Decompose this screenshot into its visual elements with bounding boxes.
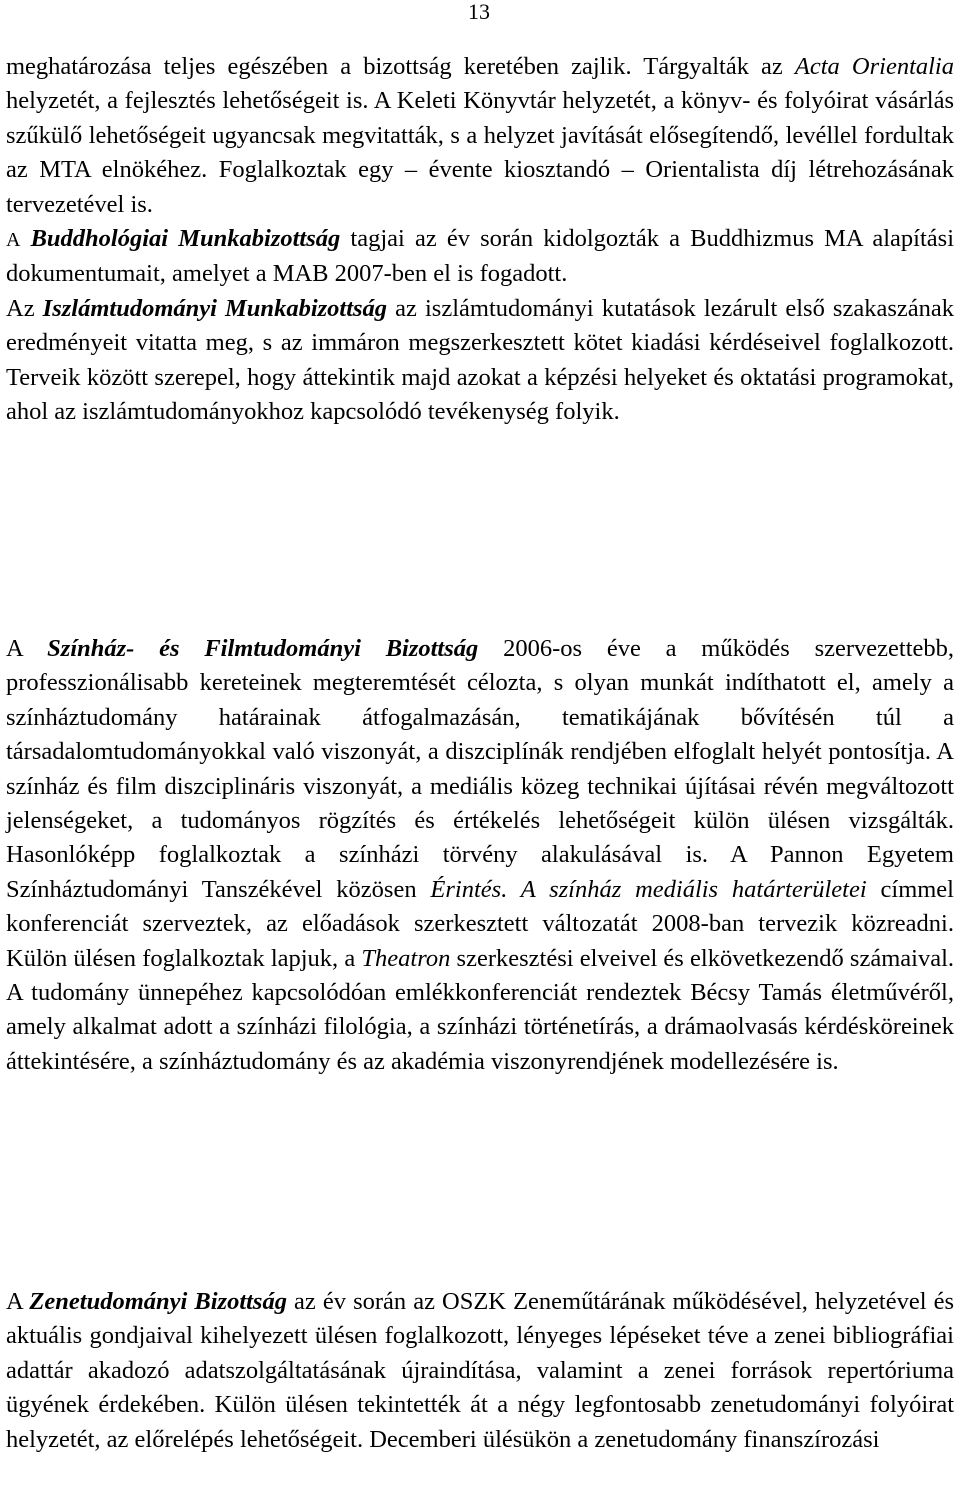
text-run: az iszlámtudományi kutatások lezárult első szakaszának eredményeit vitatta meg, s az immáron megszerkesztett kötet kiadási kérdéseivel foglalkozott. Terveik között szerepel, hogy áttekintik majd azokat a képzési helyeket és oktatási programokat, ahol az iszlámtudományokhoz kapcsolódó tevékenység folyik. xyxy=(6,294,954,426)
page-number: 13 xyxy=(468,0,490,24)
text-run: szerkesztési elveivel és elkövetkezendő számaival. A tudomány ünnepéhez kapcsolódóan emlékkonferenciát rendeztek Bécsy Tamás életművéről, amely alkalmat adott a színházi filológia, a színházi történetírás, a drámaolvasás kérdésköreinek áttekintésére, a színháztudomány és az akadémia viszonyrendjének modellezésére is. xyxy=(6,944,955,1075)
paragraph-buddhology xyxy=(6,222,954,292)
text-block-theatre-film xyxy=(6,632,954,1079)
text-run: helyzetét, a fejlesztés lehetőségeit is. A Keleti Könyvtár helyzetét, a könyv- és folyóirat vásárlás szűkülő lehetőségeit ugyancsak megvitatták, s a helyzet javítását elősegítendő, levéllel fordultak az MTA elnökéhez. Foglalkoztak egy – évente kiosztandó – Orientalista díj létrehozásának tervezetével is. xyxy=(6,87,954,218)
committee-name-theatre-film: Színház- és Filmtudományi Bizottság xyxy=(47,635,479,662)
journal-title-acta-orientalia: Acta Orientalia xyxy=(794,53,954,80)
paragraph-orientalist-committee xyxy=(6,50,954,222)
paragraph-islamic-studies xyxy=(6,292,954,430)
text-run: Az xyxy=(6,294,43,322)
text-run: 2006-os éve a működés szervezettebb, professzionálisabb kereteinek megteremtését célozta, s olyan munkát indíthatott el, amely a színháztudomány határainak átfogalmazásán, tematikájának bővítésén túl a társadalomtudományokkal való viszonyát, a diszciplínák rendjében elfoglalt helyét pontosítja. A színház és film diszciplináris viszonyát, a mediális közeg technikai újításai révén megváltozott jelenségeket, a tudományos rögzítés és értékelés lehetőségeit külön ülésen vizsgálták. Hasonlóképp foglalkoztak a színházi törvény alakulásával is. A Pannon Egyetem Színháztudományi Tanszékével közösen xyxy=(6,635,955,903)
committee-name-buddhology: Buddhológiai Munkabizottság xyxy=(30,225,341,253)
text-run: A xyxy=(6,1288,30,1315)
text-run: címmel konferenciát szerveztek, az előadások szerkesztett változatát 2008-ban tervezik közreadni. Külön ülésen foglalkoztak lapjuk, a xyxy=(6,875,954,972)
text-run: tagjai az év során kidolgozták a Buddhizmus MA alapítási dokumentumait, amelyet a MAB 2007-ben el is fogadott. xyxy=(6,225,955,288)
paragraph-theatre-film xyxy=(6,632,954,1079)
conference-title: Érintés. A színház mediális határterületei xyxy=(430,875,867,903)
text-run: A xyxy=(6,635,48,662)
committee-name-musicology: Zenetudományi Bizottság xyxy=(29,1288,287,1315)
text-run: az év során az OSZK Zeneműtárának működésével, helyzetével és aktuális gondjaival kihelyezett ülésen foglalkozott, lényeges lépéseket téve a zenei bibliográfiai adattár akadozó adatszolgáltatásának újraindítása, valamint a zenei források repertóriuma ügyének érdekében. Külön ülésen tekintették át a négy legfontosabb zenetudományi folyóirat helyzetét, az előrelépés lehetőségeit. Decemberi ülésükön a zenetudomány finanszírozási xyxy=(6,1288,955,1453)
journal-title-theatron: Theatron xyxy=(361,944,451,972)
text-run: A xyxy=(6,229,21,252)
text-run: meghatározása teljes egészében a bizottság keretében zajlik. Tárgyalták az xyxy=(6,53,795,80)
paragraph-musicology xyxy=(6,1285,954,1457)
text-block-orientalist xyxy=(6,50,954,429)
text-block-musicology xyxy=(6,1285,954,1457)
committee-name-islamic-studies: Iszlámtudományi Munkabizottság xyxy=(42,294,388,322)
